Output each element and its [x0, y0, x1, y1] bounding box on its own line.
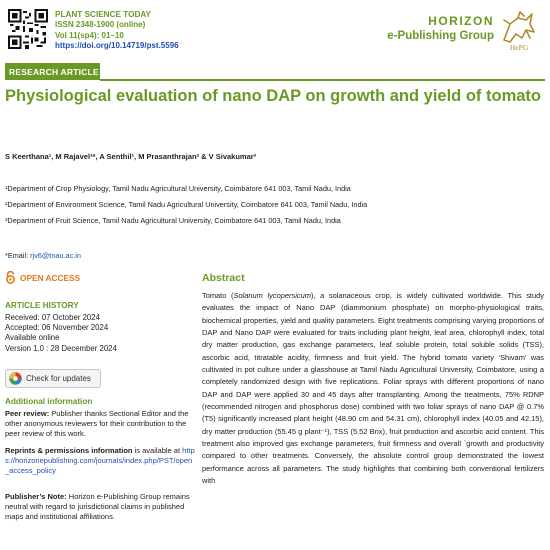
open-access-lock-icon	[5, 271, 16, 284]
available-online: Available online	[5, 333, 60, 343]
reprints-label: Reprints & permissions information	[5, 446, 133, 455]
additional-info-heading: Additional information	[5, 397, 93, 406]
peer-review-text: Publisher thanks Sectional Editor and the other anonymous reviewers for their contribution to the peer review of this work.	[5, 409, 189, 438]
journal-issn: ISSN 2348-1900 (online)	[55, 20, 146, 30]
version-date: Version 1.0 : 28 December 2024	[5, 343, 117, 353]
publisher-line2: e-Publishing Group	[387, 30, 494, 42]
journal-name: PLANT SCIENCE TODAY	[55, 10, 151, 19]
abstract-part-2: ), a solanaceous crop, is widely cultivated worldwide. This study evaluates the impact of Nano DAP (diammonium phosphate) on morpho-physiological traits, biochemical properties, yield and quality parameters. Eight treatments comprising varying proportions of DAP and Nano DAP were evaluated for traits including plant height, leaf area, chlorophyll index, total dry matter production, gas exchange parameters, leaf soluble protein, total soluble solids (TSS), ascorbic acid, titratable acidity, firmness and fruit yield. The hybrid tomato variety ‘Shivam’ was cultivated in pot culture under a glasshouse at Tamil Nadu Agricultural University, Coimbatore, using a completely randomized design with five replications. Foliar sprays with different proportions of nano DAP and DAP were applied 30 and 45 days after transplanting. Among the treatments, 75% RDNP (recommended nitrogen and phosphorus dose) combined with two foliar sprays of nano DAP @ 0.7% (T5) significantly increased plant height (48.90 cm and 54.31 cm), chlorophyll index (40.05 and 42.15), dry matter production (55.45 g plant⁻¹), TSS (5.52 Brix), fruit production and ascorbic acid content. This treatment also improved gas exchange parameters, fruit firmness and overall `growth and productivity compared to other treatments. Conversely, the absolute control group demonstrated the lowest performance across all parameters. The study highlights that combining both conventional fertilizers with	[202, 291, 544, 486]
reprints-text: is available at	[132, 446, 183, 455]
crossmark-icon	[9, 372, 22, 385]
publisher-name	[372, 14, 494, 44]
journal-info	[55, 10, 179, 52]
article-history-heading: ARTICLE HISTORY	[5, 301, 79, 310]
received-date: Received: 07 October 2024	[5, 313, 100, 322]
check-for-updates-label: Check for updates	[26, 374, 91, 383]
affiliation-2: ²Department of Environment Science, Tamil Nadu Agricultural University, Coimbatore 641 003, Tamil Nadu, India	[5, 200, 368, 209]
article-title: Physiological evaluation of nano DAP on growth and yield of tomato	[5, 87, 541, 105]
author-list: S Keerthana¹, M Rajavel¹*, A Senthil¹, M Prasanthrajan² & V Sivakumar³	[5, 152, 257, 161]
publisher-line1: HORIZON	[428, 14, 494, 28]
reprints-note	[5, 446, 195, 475]
affiliation-3: ³Department of Fruit Science, Tamil Nadu Agricultural University, Coimbatore 641 003, Tamil Nadu, India	[5, 216, 341, 225]
affiliation-1: ¹Department of Crop Physiology, Tamil Nadu Agricultural University, Coimbatore 641 003, Tamil Nadu, India	[5, 184, 351, 193]
peer-review-note	[5, 409, 195, 438]
publisher-note-label: Publisher’s Note:	[5, 492, 67, 501]
species-name: Solanum lycopersicum	[233, 291, 311, 300]
reprints-link[interactable]: https://horizonepublishing.com/journals/index.php/PST/open_access_policy	[5, 446, 195, 475]
abstract-text	[202, 290, 544, 488]
publisher-note	[5, 492, 195, 521]
open-access-label: OPEN ACCESS	[20, 272, 81, 283]
banner-rule	[100, 79, 545, 81]
qr-code	[8, 9, 48, 49]
article-history	[5, 313, 117, 354]
publisher-note-text: Horizon e-Publishing Group remains neutral with regard to jurisdictional claims in published maps and institutional affiliations.	[5, 492, 190, 521]
email-label: *Email:	[5, 251, 31, 260]
email-link[interactable]: rjv6@tnau.ac.in	[30, 251, 81, 260]
abstract-part-1: Tomato (	[202, 291, 234, 300]
doi-link[interactable]: https://doi.org/10.14719/pst.5596	[55, 41, 179, 51]
check-for-updates-button[interactable]	[5, 369, 101, 388]
abstract-heading: Abstract	[202, 272, 245, 284]
open-access-badge	[5, 271, 80, 284]
peer-review-label: Peer review:	[5, 409, 50, 418]
corresponding-email	[5, 251, 81, 260]
accepted-date: Accepted: 06 November 2024	[5, 323, 109, 333]
article-type-badge: RESEARCH ARTICLE	[5, 63, 100, 80]
logo-lettering: HePG	[509, 43, 529, 52]
journal-volume: Vol 11(sp4): 01–10	[55, 30, 124, 40]
